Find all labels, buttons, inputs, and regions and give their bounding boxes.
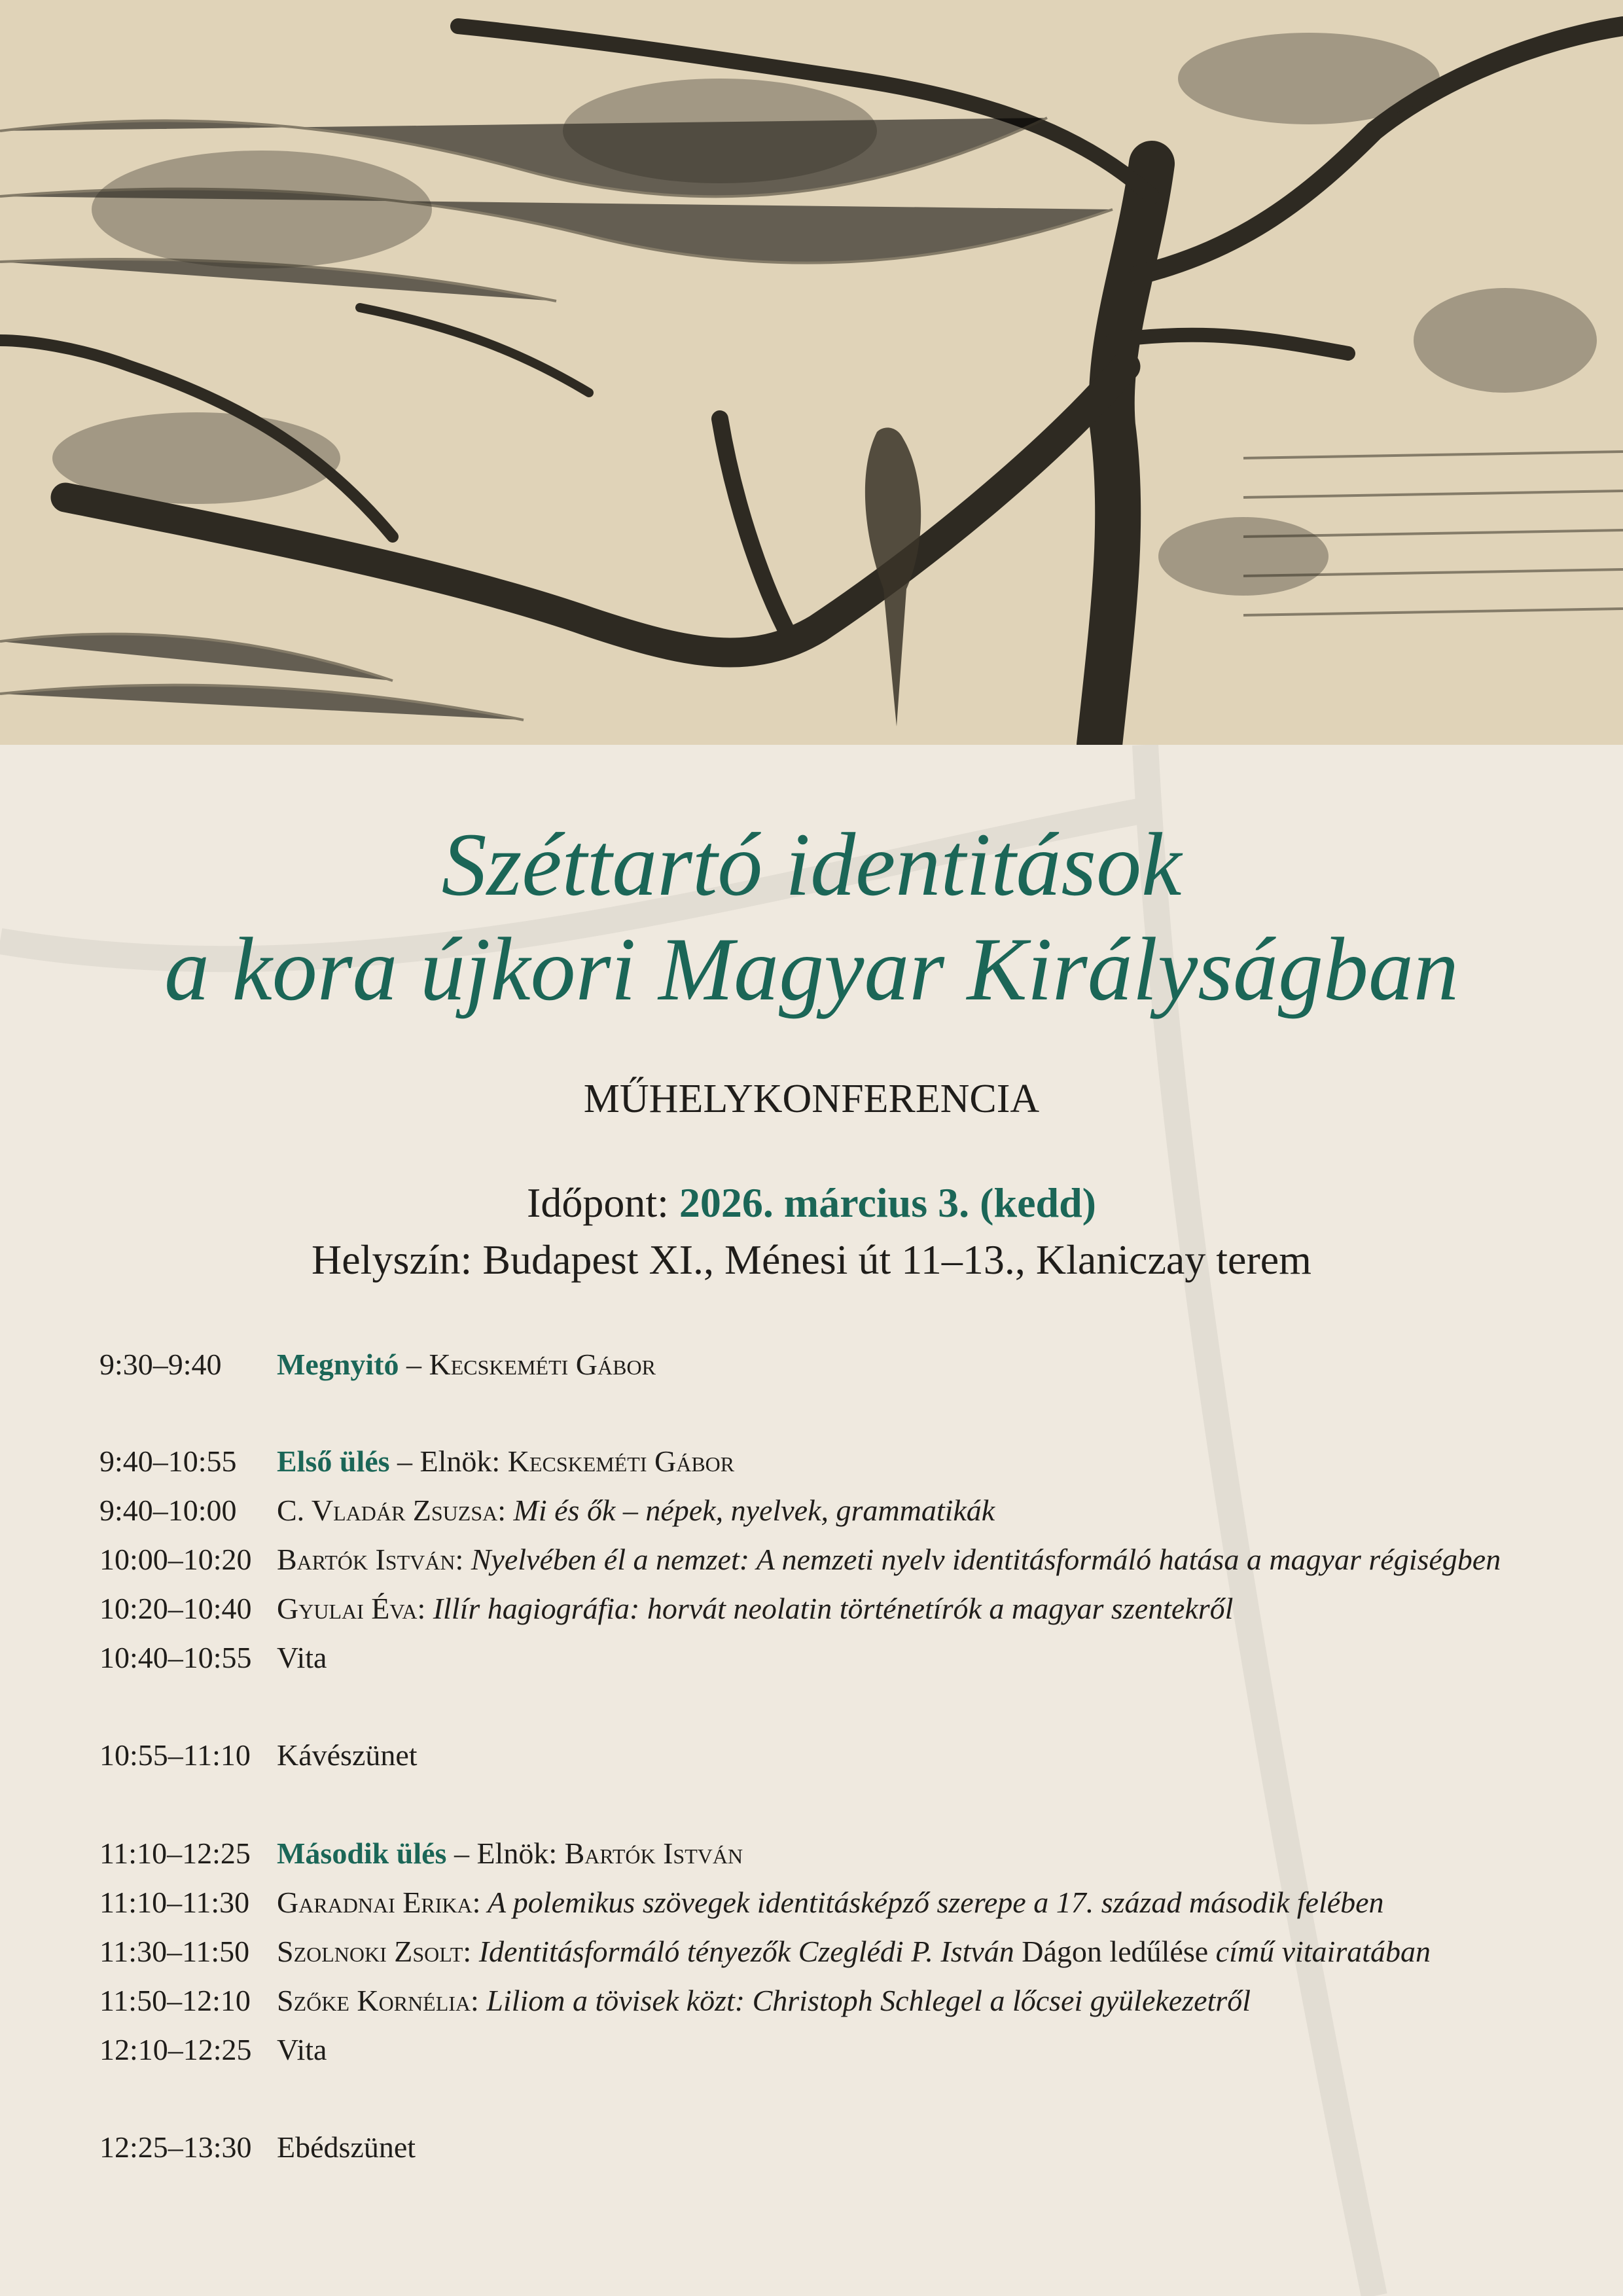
title-line-1: Széttartó identitások bbox=[441, 814, 1182, 914]
schedule-content bbox=[277, 2132, 416, 2162]
schedule-content bbox=[277, 1937, 1431, 1967]
schedule-time: 11:10–11:30 bbox=[99, 1886, 250, 1919]
speaker-name: Gyulai Éva: bbox=[277, 1592, 426, 1625]
speaker-name: Garadnai Erika: bbox=[277, 1886, 481, 1919]
talk-title: A polemikus szövegek identitásképző szerepe a 17. század második felében bbox=[480, 1886, 1384, 1919]
schedule-time: 11:30–11:50 bbox=[99, 1935, 250, 1968]
schedule-time: 9:30–9:40 bbox=[99, 1348, 222, 1381]
header-engraving-image bbox=[0, 0, 1623, 745]
schedule-content bbox=[277, 1839, 743, 1869]
date-value: 2026. március 3. (kedd) bbox=[679, 1179, 1096, 1226]
talk-title: Mi és ők – népek, nyelvek, grammatikák bbox=[506, 1494, 995, 1527]
schedule-content bbox=[277, 2035, 327, 2065]
schedule-content bbox=[277, 1446, 734, 1477]
schedule-text: – Elnök: bbox=[389, 1444, 508, 1478]
schedule-text: Dágon ledűlése bbox=[1022, 1935, 1209, 1968]
schedule-content bbox=[277, 1643, 327, 1673]
schedule-time: 12:25–13:30 bbox=[99, 2130, 252, 2164]
venue-line: Helyszín: Budapest XI., Ménesi út 11–13., Klaniczay terem bbox=[312, 1236, 1311, 1283]
schedule-text: Vita bbox=[277, 1641, 327, 1674]
session-name: Megnyitó bbox=[277, 1348, 399, 1381]
title-line-2: a kora újkori Magyar Királyságban bbox=[164, 919, 1459, 1019]
speaker-name: Szolnoki Zsolt: bbox=[277, 1935, 472, 1968]
talk-title: című vitairatában bbox=[1208, 1935, 1431, 1968]
speaker-name: Bartók István bbox=[564, 1837, 743, 1870]
tree-engraving-icon bbox=[0, 0, 1623, 745]
speaker-name: Kecskeméti Gábor bbox=[507, 1444, 735, 1478]
session-name: Második ülés bbox=[277, 1837, 447, 1870]
date-label: Időpont: bbox=[527, 1179, 679, 1226]
session-name: Első ülés bbox=[277, 1444, 390, 1478]
schedule-time: 10:00–10:20 bbox=[99, 1543, 252, 1576]
speaker-name: C. Vladár Zsuzsa: bbox=[277, 1494, 507, 1527]
schedule-content bbox=[277, 1545, 1501, 1575]
speaker-name: Bartók István: bbox=[277, 1543, 464, 1576]
talk-title: Illír hagiográfia: horvát neolatin történetírók a magyar szentekről bbox=[425, 1592, 1234, 1625]
schedule-text: Vita bbox=[277, 2033, 327, 2066]
schedule-text: Ebédszünet bbox=[277, 2130, 416, 2164]
schedule-time: 10:40–10:55 bbox=[99, 1641, 252, 1674]
schedule-time: 10:20–10:40 bbox=[99, 1592, 252, 1625]
talk-title: Identitásformáló tényezők Czeglédi P. István bbox=[471, 1935, 1022, 1968]
schedule-content bbox=[277, 1888, 1384, 1918]
speaker-name: Kecskeméti Gábor bbox=[429, 1348, 656, 1381]
talk-title: Liliom a tövisek közt: Christoph Schlegel a lőcsei gyülekezetről bbox=[478, 1984, 1251, 2017]
speaker-name: Szőke Kornélia: bbox=[277, 1984, 479, 2017]
schedule-time: 11:10–12:25 bbox=[99, 1837, 251, 1870]
schedule-time: 9:40–10:55 bbox=[99, 1444, 237, 1478]
talk-title: Nyelvében él a nemzet: A nemzeti nyelv identitásformáló hatása a magyar régiségben bbox=[463, 1543, 1501, 1576]
schedule-content bbox=[277, 1986, 1251, 2016]
schedule-content bbox=[277, 1496, 995, 1526]
schedule-content bbox=[277, 1594, 1233, 1624]
schedule-content bbox=[277, 1740, 418, 1770]
schedule-content bbox=[277, 1350, 656, 1380]
schedule-text: Kávészünet bbox=[277, 1738, 418, 1772]
schedule-time: 9:40–10:00 bbox=[99, 1494, 237, 1527]
schedule-text: – bbox=[399, 1348, 429, 1381]
schedule-text: – Elnök: bbox=[446, 1837, 565, 1870]
date-line bbox=[0, 1179, 1623, 1226]
schedule-time: 10:55–11:10 bbox=[99, 1738, 251, 1772]
schedule-time: 11:50–12:10 bbox=[99, 1984, 251, 2017]
schedule-time: 12:10–12:25 bbox=[99, 2033, 252, 2066]
subtitle: MŰHELYKONFERENCIA bbox=[583, 1077, 1040, 1121]
